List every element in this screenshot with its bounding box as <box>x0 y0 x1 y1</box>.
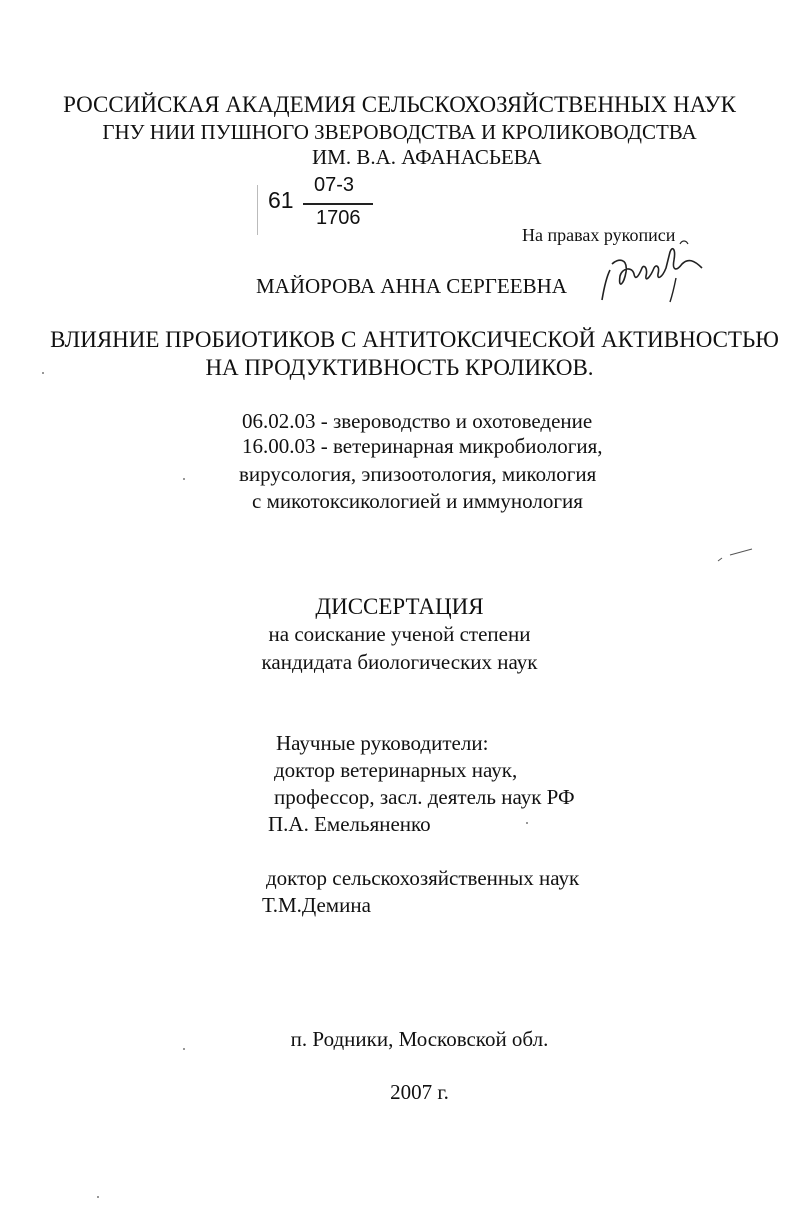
specialty-line-4: с микотоксикологией и иммунология <box>252 489 583 513</box>
year: 2007 г. <box>390 1080 449 1104</box>
institute-name: ГНУ НИИ ПУШНОГО ЗВЕРОВОДСТВА И КРОЛИКОВОДСТВА <box>102 120 697 144</box>
supervisor-1-degree: доктор ветеринарных наук, <box>274 758 518 782</box>
title-line-2: НА ПРОДУКТИВНОСТЬ КРОЛИКОВ. <box>205 355 594 380</box>
supervisors-heading: Научные руководители: <box>276 731 489 755</box>
specialty-line-3: вирусология, эпизоотология, микология <box>239 462 597 486</box>
stamp-numerator: 07-3 <box>314 174 355 196</box>
document-type-line-2: кандидата биологических наук <box>261 650 538 674</box>
manuscript-note: На правах рукописи <box>522 225 676 245</box>
scan-speck <box>183 1048 185 1050</box>
title-line-1: ВЛИЯНИЕ ПРОБИОТИКОВ С АНТИТОКСИЧЕСКОЙ АКТИВНОСТЬЮ <box>50 327 779 352</box>
scan-speck <box>183 478 185 480</box>
specialty-line-1: 06.02.03 - звероводство и охотоведение <box>242 409 593 433</box>
document-type-line-1: на соискание ученой степени <box>268 622 531 646</box>
author-name: МАЙОРОВА АННА СЕРГЕЕВНА <box>256 274 567 298</box>
scan-mark <box>716 545 756 565</box>
author-signature <box>590 238 715 308</box>
place: п. Родники, Московской обл. <box>290 1027 549 1051</box>
stamp-denominator: 1706 <box>316 207 361 229</box>
document-type-heading: ДИССЕРТАЦИЯ <box>315 594 484 619</box>
supervisor-1-name: П.А. Емельяненко <box>268 812 431 836</box>
specialty-line-2: 16.00.03 - ветеринарная микробиология, <box>242 434 603 458</box>
academy-name: РОССИЙСКАЯ АКАДЕМИЯ СЕЛЬСКОХОЗЯЙСТВЕННЫХ НАУК <box>63 92 736 117</box>
stamp-fraction-line <box>303 203 373 205</box>
scan-speck <box>526 822 528 824</box>
institute-named-after: ИМ. В.А. АФАНАСЬЕВА <box>312 145 542 169</box>
scan-speck <box>97 1196 99 1198</box>
supervisor-1-rank: профессор, засл. деятель наук РФ <box>274 785 575 809</box>
supervisor-2-degree: доктор сельскохозяйственных наук <box>266 866 580 890</box>
scan-speck <box>42 372 44 374</box>
supervisor-2-name: Т.М.Демина <box>262 893 371 917</box>
stamp-prefix: 61 <box>268 187 294 213</box>
stamp-left-border <box>257 185 258 235</box>
